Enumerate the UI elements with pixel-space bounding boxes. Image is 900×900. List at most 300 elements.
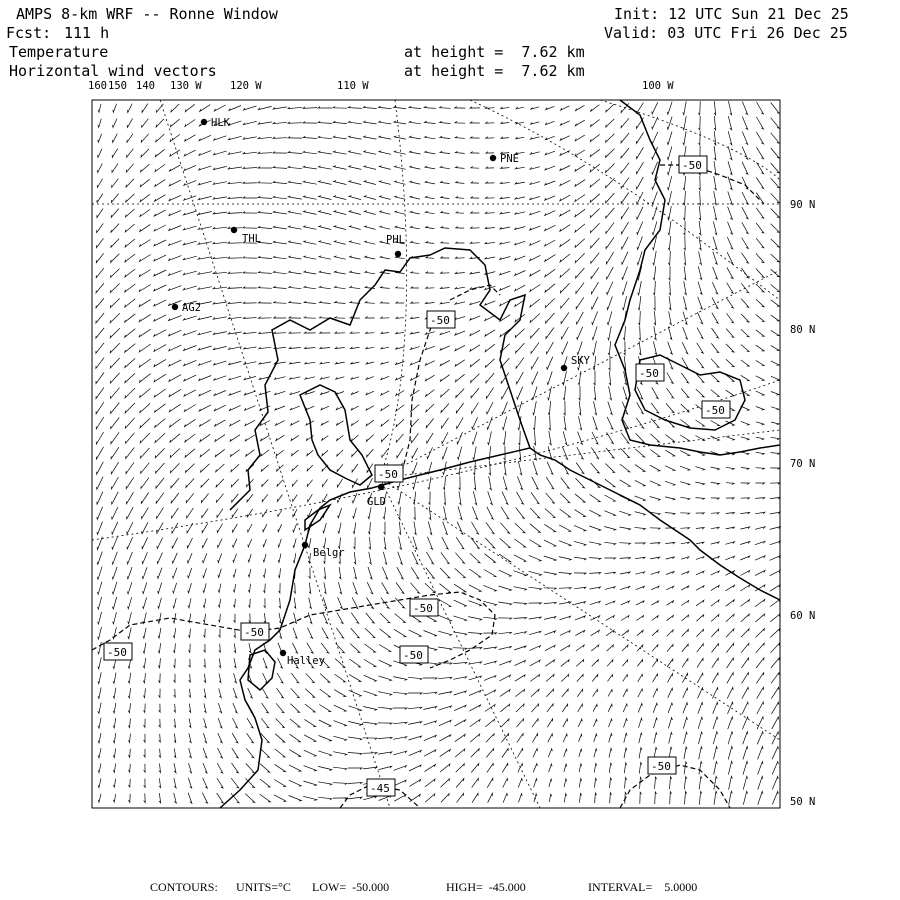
wind-vector (230, 420, 241, 426)
wind-vector (158, 583, 162, 594)
wind-vector (412, 448, 418, 458)
svg-text:PNE: PNE (500, 153, 519, 165)
wind-vector (219, 673, 221, 682)
wind-vector (291, 435, 299, 440)
wind-vector (217, 509, 223, 518)
wind-vector (726, 614, 734, 621)
svg-text:PHL: PHL (386, 234, 405, 246)
wind-vector (380, 286, 389, 288)
wind-vector (668, 327, 672, 340)
wind-vector (471, 749, 479, 758)
wind-vector (393, 751, 406, 755)
wind-vector (127, 522, 133, 534)
wind-vector (624, 341, 625, 355)
wind-vector (606, 630, 614, 636)
wind-vector (530, 314, 540, 323)
wind-vector (184, 196, 197, 200)
wind-vector (338, 523, 341, 534)
wind-vector (368, 567, 372, 579)
wind-vector (288, 107, 302, 109)
wind-vector (170, 119, 179, 127)
wind-vector (621, 178, 629, 189)
wind-vector (333, 798, 347, 799)
wind-vector (455, 302, 465, 304)
wind-vector (546, 328, 554, 339)
init-time: Init: 12 UTC Sun 21 Dec 25 (614, 5, 849, 23)
wind-vector (408, 693, 422, 694)
wind-vector (381, 420, 389, 426)
wind-vector (307, 643, 313, 653)
station-halley (280, 650, 325, 667)
wind-vector (218, 584, 221, 593)
wind-vector (652, 616, 658, 621)
wind-vector (157, 104, 164, 112)
wind-vector (277, 465, 284, 471)
wind-vector (323, 494, 328, 502)
wind-vector (621, 118, 629, 128)
wind-vector (756, 643, 764, 653)
wind-vector (622, 252, 628, 265)
wind-vector (113, 597, 117, 609)
wind-vector (172, 508, 179, 518)
wind-vector (484, 676, 496, 681)
lon-label: 140 (136, 80, 155, 92)
wind-vector (290, 719, 300, 727)
wind-vector (755, 483, 764, 484)
wind-vector (772, 717, 779, 729)
wind-vector (425, 779, 435, 787)
wind-vector (621, 601, 630, 605)
wind-vector (574, 573, 586, 575)
wind-vector (277, 688, 284, 698)
wind-vector (140, 389, 151, 398)
wind-vector (559, 573, 571, 575)
wind-vector (485, 344, 495, 352)
wind-vector (188, 568, 192, 578)
wind-vector (518, 431, 520, 445)
wind-vector (304, 256, 316, 259)
wind-vector (319, 271, 331, 274)
wind-vector (548, 401, 550, 415)
wind-vector (487, 763, 493, 772)
wind-vector (217, 778, 223, 788)
wind-vector (189, 674, 191, 682)
wind-vector (518, 461, 521, 475)
wind-vector (159, 793, 161, 803)
wind-vector (275, 421, 284, 426)
wind-vector (409, 736, 422, 740)
wind-vector (139, 329, 151, 337)
wind-vector (365, 226, 376, 230)
wind-vector (772, 747, 778, 760)
wind-vector (515, 689, 524, 696)
wind-vector (425, 151, 436, 154)
wind-vector (590, 601, 600, 604)
wind-vector (170, 449, 180, 458)
wind-vector (548, 734, 553, 742)
wind-vector (335, 659, 345, 668)
wind-vector (533, 461, 538, 474)
wind-vector (350, 271, 361, 274)
wind-vector (533, 416, 535, 430)
wind-vector (575, 602, 586, 605)
wind-vector (453, 662, 467, 664)
wind-vector (711, 600, 719, 606)
wind-vector (289, 332, 301, 334)
wind-vector (440, 166, 450, 169)
wind-vector (685, 792, 687, 805)
wind-vector (396, 332, 404, 334)
wind-vector (263, 584, 265, 593)
wind-vector (532, 386, 537, 399)
wind-vector (367, 449, 374, 457)
wind-vector (621, 163, 629, 173)
wind-vector (728, 732, 733, 745)
wind-vector (502, 387, 509, 399)
wind-vector (425, 794, 435, 802)
wind-vector (243, 272, 257, 274)
wind-vector (125, 224, 134, 232)
wind-vector (157, 568, 162, 579)
wind-vector (279, 583, 281, 593)
wind-vector (608, 690, 612, 697)
wind-vector (318, 136, 332, 139)
wind-vector (456, 779, 464, 788)
wind-vector (771, 148, 780, 158)
wind-vector (382, 567, 387, 579)
wind-vector (636, 586, 645, 589)
wind-vector (96, 447, 103, 459)
wind-vector (575, 478, 584, 488)
wind-vector (683, 717, 687, 728)
wind-vector (143, 688, 145, 697)
wind-vector (337, 421, 344, 425)
wind-vector (684, 266, 686, 280)
wind-vector (639, 326, 641, 340)
wind-vector (604, 542, 616, 545)
wind-vector (517, 477, 522, 490)
wind-vector (425, 181, 435, 184)
lat-label: 70 N (790, 458, 816, 470)
wind-vector (335, 286, 346, 289)
wind-vector (681, 586, 689, 590)
wind-vector (455, 151, 464, 153)
wind-vector (594, 749, 597, 758)
wind-vector (174, 719, 176, 728)
svg-text:THL: THL (242, 233, 261, 245)
wind-vector (308, 613, 312, 624)
wind-vector (333, 783, 347, 785)
wind-vector (668, 191, 672, 205)
wind-vector (111, 462, 119, 474)
wind-vector (471, 538, 480, 549)
wind-vector (318, 151, 331, 154)
wind-vector (289, 796, 302, 802)
wind-vector (349, 226, 360, 230)
wind-vector (575, 150, 585, 156)
wind-vector (274, 286, 287, 288)
wind-vector (639, 748, 642, 759)
wind-vector (142, 119, 149, 128)
wind-vector (534, 431, 536, 445)
wind-vector (742, 702, 748, 714)
wind-vector (560, 239, 570, 246)
wind-vector (292, 450, 299, 456)
wind-vector (635, 449, 644, 457)
wind-vector (228, 197, 242, 199)
wind-vector (544, 617, 556, 620)
wind-vector (546, 342, 553, 354)
wind-vector (637, 177, 644, 189)
wind-vector (609, 748, 612, 757)
wind-vector (440, 106, 451, 108)
wind-vector (669, 266, 670, 280)
wind-vector (198, 212, 211, 215)
wind-vector (590, 134, 599, 141)
wind-vector (289, 780, 301, 786)
wind-vector (714, 191, 717, 205)
wind-vector (592, 312, 598, 325)
wind-vector (487, 507, 493, 519)
wind-vector (653, 281, 655, 295)
wind-vector (681, 601, 688, 606)
wind-vector (396, 391, 405, 396)
wind-vector (454, 691, 467, 695)
wind-vector (218, 703, 221, 713)
wind-vector (771, 453, 780, 455)
valid-time: Valid: 03 UTC Fri 26 Dec 25 (604, 24, 848, 42)
wind-vector (393, 722, 407, 724)
wind-vector (650, 465, 660, 471)
wind-vector (590, 164, 600, 172)
wind-vector (364, 675, 377, 681)
wind-vector (233, 569, 236, 577)
wind-vector (770, 556, 781, 561)
wind-vector (563, 719, 568, 727)
wind-vector (578, 416, 581, 429)
wind-vector (564, 749, 567, 757)
wind-vector (699, 777, 702, 790)
wind-vector (139, 285, 151, 292)
wind-vector (213, 242, 227, 244)
wind-vector (425, 361, 434, 366)
lon-label: 130 W (170, 80, 202, 92)
wind-vector (757, 687, 764, 698)
wind-vector (143, 658, 146, 668)
wind-vector (728, 222, 733, 234)
wind-vector (199, 181, 212, 185)
wind-vector (503, 476, 507, 489)
wind-vector (126, 477, 134, 488)
wind-vector (606, 223, 614, 234)
wind-vector (728, 101, 731, 115)
wind-vector (756, 284, 764, 292)
wind-vector (619, 511, 630, 515)
wind-vector (273, 241, 286, 244)
wind-vector (394, 629, 406, 637)
wind-vector (560, 210, 571, 216)
wind-vector (514, 632, 527, 635)
wind-vector (575, 195, 585, 202)
wind-vector (591, 645, 599, 651)
wind-vector (337, 613, 343, 624)
wind-vector (199, 390, 211, 396)
wind-vector (338, 597, 343, 608)
wind-vector (545, 660, 554, 666)
wind-vector (500, 242, 510, 244)
wind-vector (681, 615, 688, 621)
wind-vector (589, 510, 600, 516)
wind-vector (624, 763, 627, 773)
wind-vector (183, 271, 196, 275)
wind-vector (273, 211, 287, 214)
wind-vector (348, 106, 362, 108)
wind-vector (547, 704, 553, 712)
wind-vector (426, 257, 434, 259)
wind-vector (351, 362, 360, 364)
wind-vector (174, 793, 177, 803)
wind-vector (321, 421, 328, 425)
wind-vector (681, 373, 688, 383)
wind-vector (756, 132, 763, 144)
wind-vector (517, 387, 523, 400)
wind-vector (771, 407, 779, 410)
wind-vector (318, 107, 332, 108)
wind-vector (770, 468, 779, 470)
wind-vector (741, 452, 749, 455)
wind-vector (517, 749, 522, 758)
wind-vector (635, 480, 645, 486)
wind-vector (608, 326, 612, 340)
wind-vector (275, 377, 286, 380)
wind-vector (442, 537, 448, 549)
wind-vector (381, 362, 389, 364)
wind-vector (380, 629, 391, 637)
wind-vector (243, 227, 257, 229)
wind-vector (697, 658, 703, 667)
wind-vector (198, 287, 212, 290)
wind-vector (594, 778, 596, 787)
wind-vector (712, 313, 718, 324)
wind-vector (411, 241, 420, 244)
wind-vector (654, 718, 658, 728)
wind-vector (530, 167, 540, 170)
station-thl (231, 227, 261, 245)
wind-vector (184, 150, 195, 156)
wind-vector (439, 706, 452, 710)
wind-vector (111, 447, 119, 459)
wind-vector (364, 121, 377, 124)
wind-vector (501, 137, 509, 139)
wind-vector (712, 644, 719, 653)
wind-vector (218, 599, 220, 607)
wind-vector (714, 747, 718, 760)
wind-vector (321, 392, 330, 395)
wind-vector (712, 297, 718, 308)
wind-vector (771, 224, 780, 233)
wind-vector (155, 149, 164, 156)
wind-vector (488, 793, 493, 802)
wind-vector (623, 704, 627, 712)
wind-vector (338, 582, 341, 594)
wind-vector (456, 403, 463, 413)
wind-vector (427, 552, 434, 564)
wind-vector (364, 196, 376, 200)
wind-vector (438, 631, 451, 635)
wind-vector (259, 347, 271, 349)
wind-vector (98, 779, 101, 788)
wind-vector (546, 674, 554, 681)
wind-vector (410, 211, 420, 214)
wind-vector (742, 102, 747, 115)
wind-vector (456, 212, 464, 214)
wind-vector (545, 240, 556, 246)
wind-vector (609, 371, 611, 385)
wind-vector (96, 253, 103, 262)
wind-vector (503, 793, 507, 802)
wind-vector (381, 347, 389, 349)
wind-vector (410, 196, 420, 199)
wind-vector (319, 736, 332, 742)
wind-vector (771, 673, 779, 684)
wind-vector (755, 556, 765, 560)
wind-vector (470, 272, 480, 274)
wind-vector (410, 166, 421, 169)
graticule-line (160, 100, 390, 808)
wind-vector (590, 587, 601, 589)
wind-vector (529, 540, 541, 547)
wind-vector (757, 117, 764, 129)
wind-vector (608, 341, 611, 355)
wind-vector (394, 780, 406, 786)
wind-vector (154, 359, 166, 366)
wind-vector (665, 481, 675, 485)
wind-vector (379, 166, 391, 170)
wind-vector (653, 266, 656, 280)
wind-vector (668, 176, 672, 190)
wind-vector (113, 673, 116, 684)
lon-label: 160 (88, 80, 107, 92)
wind-vector (396, 419, 404, 426)
wind-vector (305, 689, 315, 698)
wind-vector (381, 391, 389, 395)
wind-vector (771, 437, 780, 440)
wind-vector (229, 391, 241, 395)
wind-vector (203, 614, 205, 623)
wind-vector (485, 212, 494, 214)
wind-vector (487, 778, 493, 787)
wind-vector (515, 182, 525, 184)
wind-vector (154, 315, 166, 321)
wind-vector (742, 117, 747, 130)
wind-vector (110, 373, 119, 383)
wind-vector (288, 181, 302, 184)
wind-vector (531, 343, 539, 354)
wind-vector (711, 421, 720, 426)
wind-vector (172, 553, 177, 563)
wind-vector (218, 748, 223, 758)
wind-vector (185, 120, 195, 127)
wind-vector (425, 196, 434, 199)
wind-vector (637, 237, 642, 250)
wind-vector (638, 281, 642, 295)
wind-vector (441, 552, 449, 563)
wind-vector (111, 477, 118, 489)
wind-vector (560, 136, 570, 141)
wind-vector (683, 703, 688, 714)
wind-vector (454, 584, 466, 592)
wind-vector (545, 298, 554, 307)
